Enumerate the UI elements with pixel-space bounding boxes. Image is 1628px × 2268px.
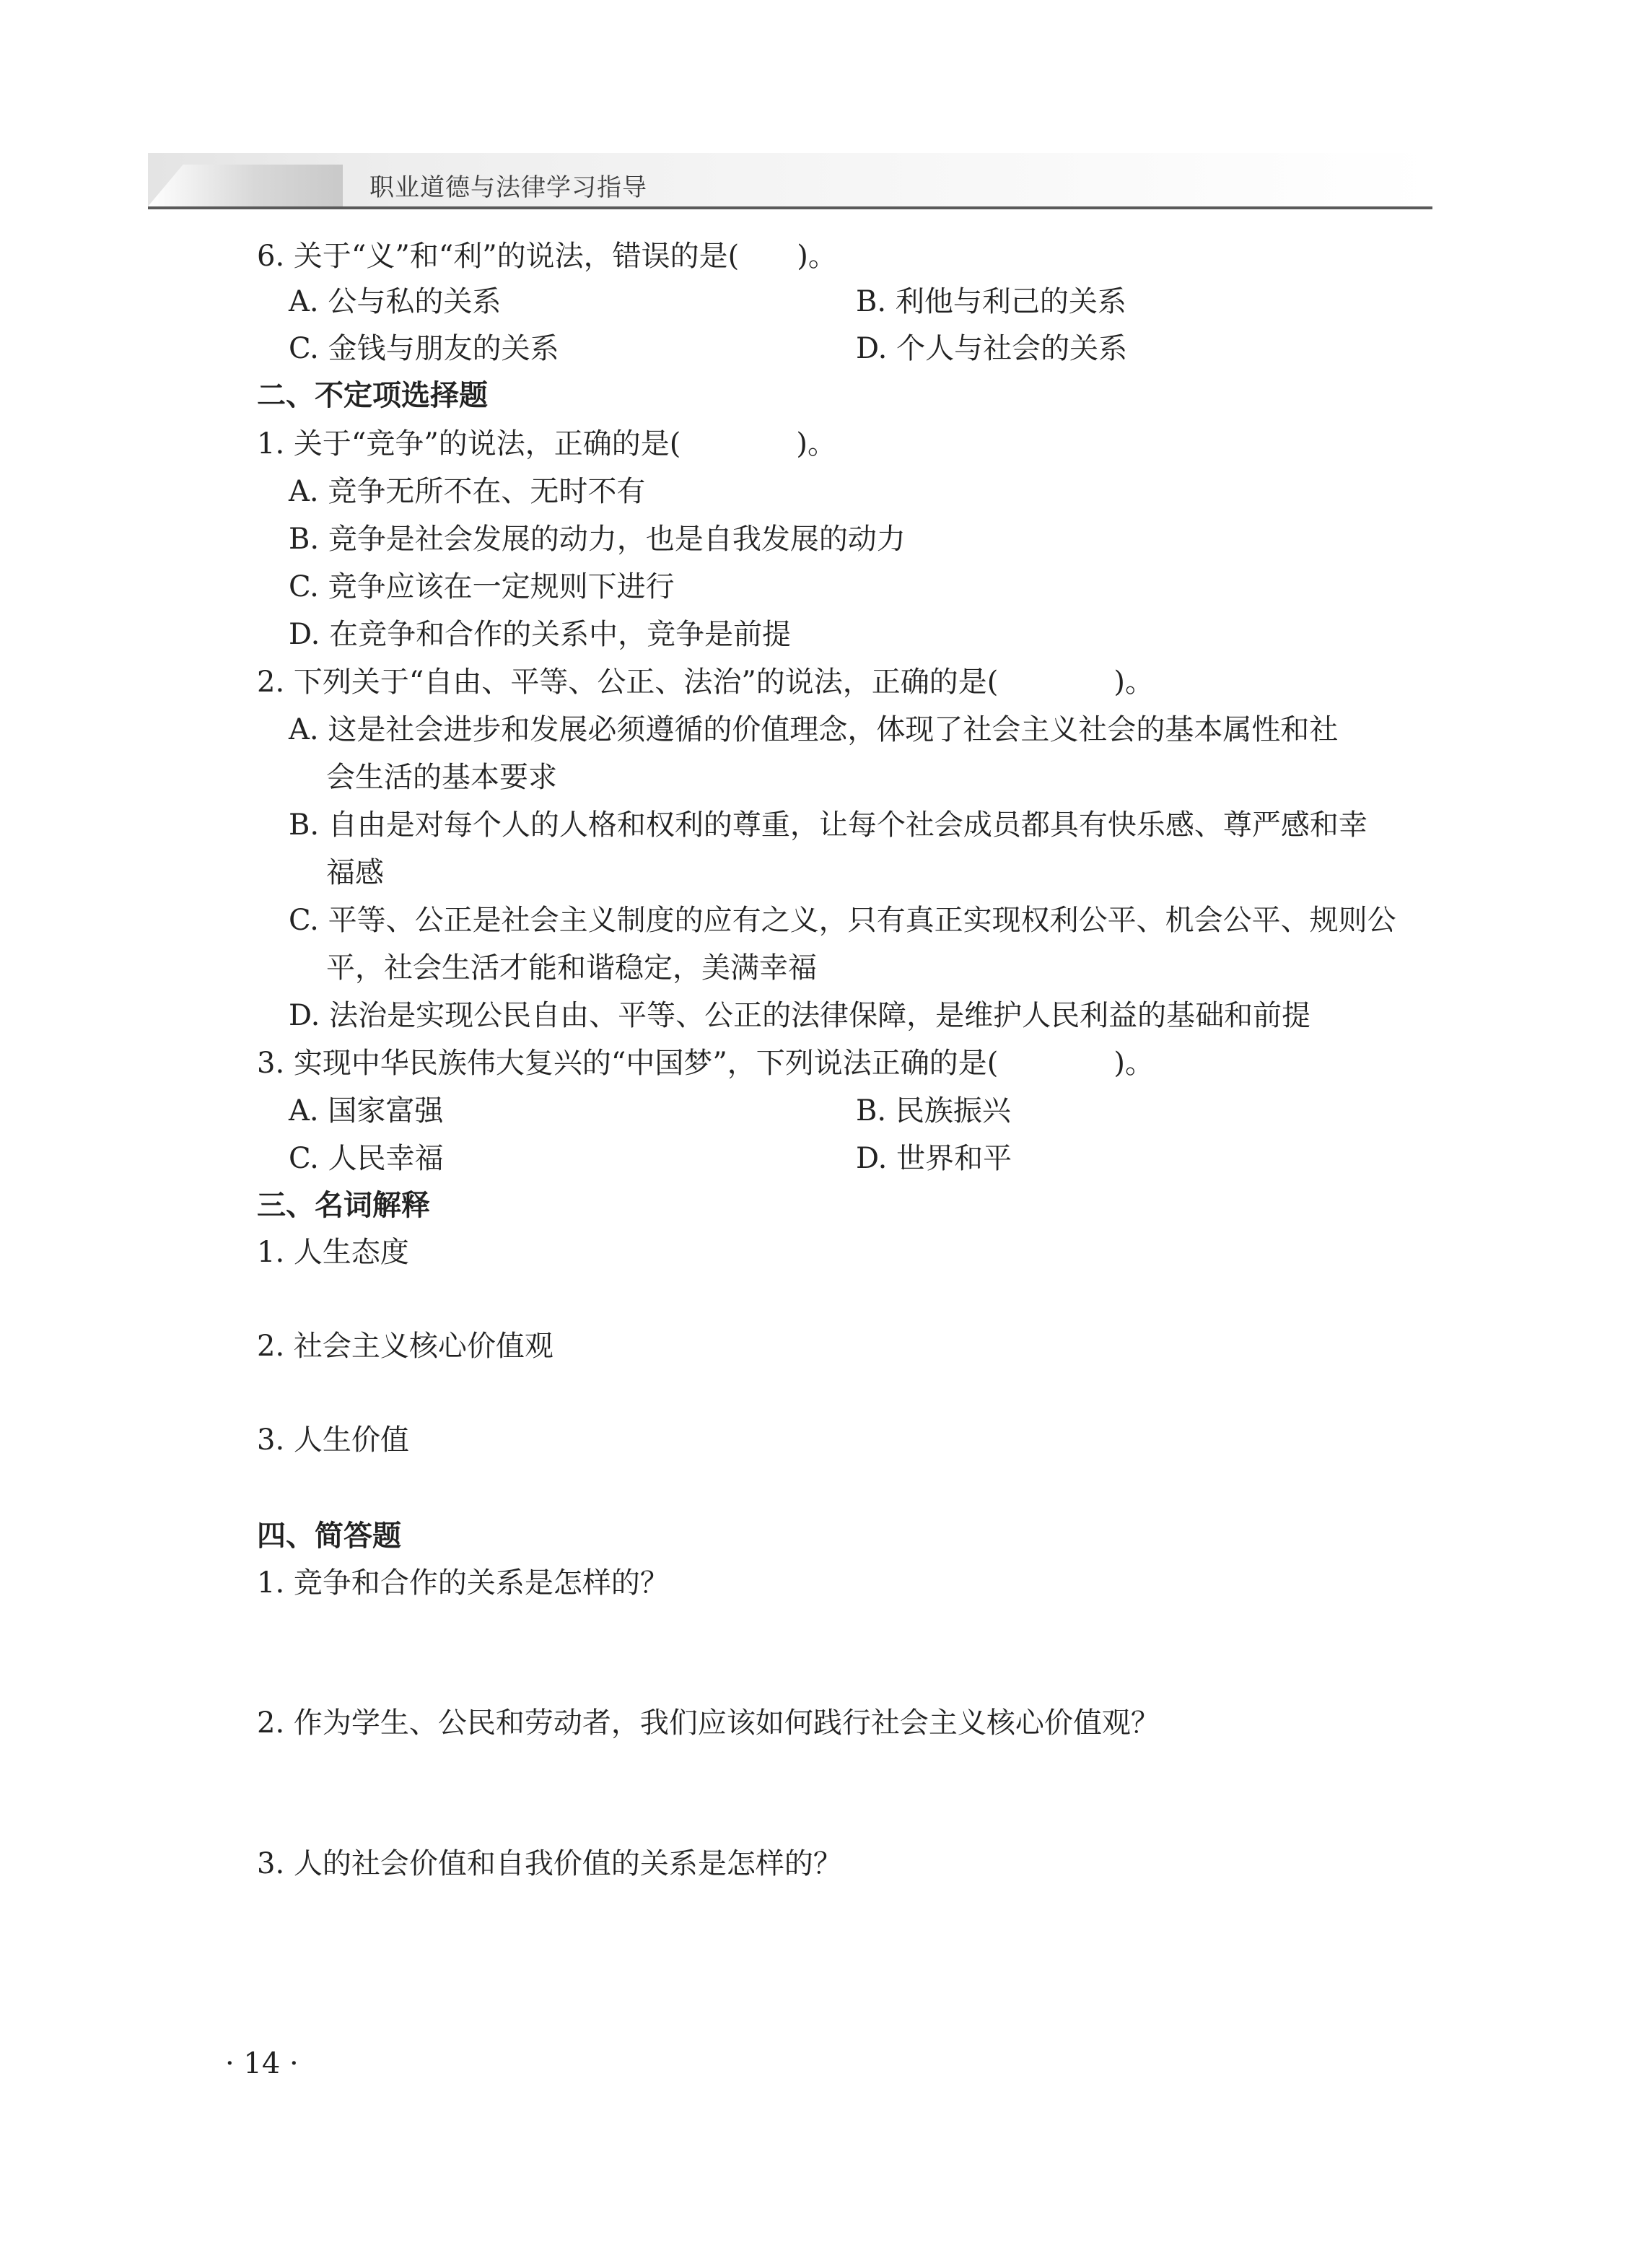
mc-question-2-option-b-line1: B. 自由是对每个人的人格和权利的尊重，让每个社会成员都具有快乐感、尊严感和幸 (289, 808, 1367, 842)
mc-question-2-option-c-line2: 平，社会生活才能和谐稳定，美满幸福 (326, 951, 817, 985)
term-item-2: 2. 社会主义核心价值观 (257, 1330, 553, 1363)
page-number: · 14 · (225, 2047, 299, 2080)
mc-question-1-option-b: B. 竞争是社会发展的动力，也是自我发展的动力 (289, 523, 906, 556)
mc-question-2-option-a-line1: A. 这是社会进步和发展必须遵循的价值理念，体现了社会主义社会的基本属性和社 (289, 713, 1339, 746)
mc-question-3-option-a: A. 国家富强 (289, 1094, 444, 1128)
mc-question-3-option-b: B. 民族振兴 (856, 1094, 1011, 1128)
term-item-3: 3. 人生价值 (257, 1423, 409, 1457)
mc-question-3-option-d: D. 世界和平 (856, 1142, 1012, 1175)
question-6-stem: 6. 关于“义”和“利”的说法，错误的是( )。 (257, 240, 837, 273)
section-heading-term-explanation: 三、名词解释 (257, 1189, 430, 1222)
mc-question-2-option-b-line2: 福感 (326, 856, 384, 889)
question-6-option-c: C. 金钱与朋友的关系 (289, 332, 559, 365)
mc-question-1-option-c: C. 竞争应该在一定规则下进行 (289, 570, 675, 603)
short-answer-item-1: 1. 竞争和合作的关系是怎样的？ (257, 1566, 669, 1600)
term-item-1: 1. 人生态度 (257, 1236, 409, 1269)
short-answer-item-2: 2. 作为学生、公民和劳动者，我们应该如何践行社会主义核心价值观？ (257, 1706, 1160, 1740)
mc-question-1-option-a: A. 竞争无所不在、无时不有 (289, 475, 646, 508)
question-6-option-d: D. 个人与社会的关系 (856, 332, 1128, 365)
mc-question-2-option-d: D. 法治是实现公民自由、平等、公正的法律保障，是维护人民利益的基础和前提 (289, 999, 1311, 1032)
mc-question-2-option-c-line1: C. 平等、公正是社会主义制度的应有之义，只有真正实现权利公平、机会公平、规则公 (289, 904, 1396, 937)
mc-question-1-option-d: D. 在竞争和合作的关系中，竞争是前提 (289, 618, 792, 651)
question-6-option-a: A. 公与私的关系 (289, 285, 502, 318)
mc-question-1-stem: 1. 关于“竞争”的说法，正确的是( )。 (257, 427, 836, 461)
mc-question-2-stem: 2. 下列关于“自由、平等、公正、法治”的说法，正确的是( )。 (257, 666, 1154, 699)
mc-question-2-option-a-line2: 会生活的基本要求 (326, 761, 557, 794)
mc-question-3-option-c: C. 人民幸福 (289, 1142, 444, 1175)
section-heading-multiple-choice: 二、不定项选择题 (257, 379, 488, 412)
question-6-option-b: B. 利他与利己的关系 (856, 285, 1126, 318)
mc-question-3-stem: 3. 实现中华民族伟大复兴的“中国梦”，下列说法正确的是( )。 (257, 1047, 1154, 1080)
running-header-title: 职业道德与法律学习指导 (369, 173, 647, 202)
section-heading-short-answer: 四、简答题 (257, 1519, 401, 1553)
short-answer-item-3: 3. 人的社会价值和自我价值的关系是怎样的？ (257, 1847, 842, 1880)
header-rule (148, 206, 1432, 209)
